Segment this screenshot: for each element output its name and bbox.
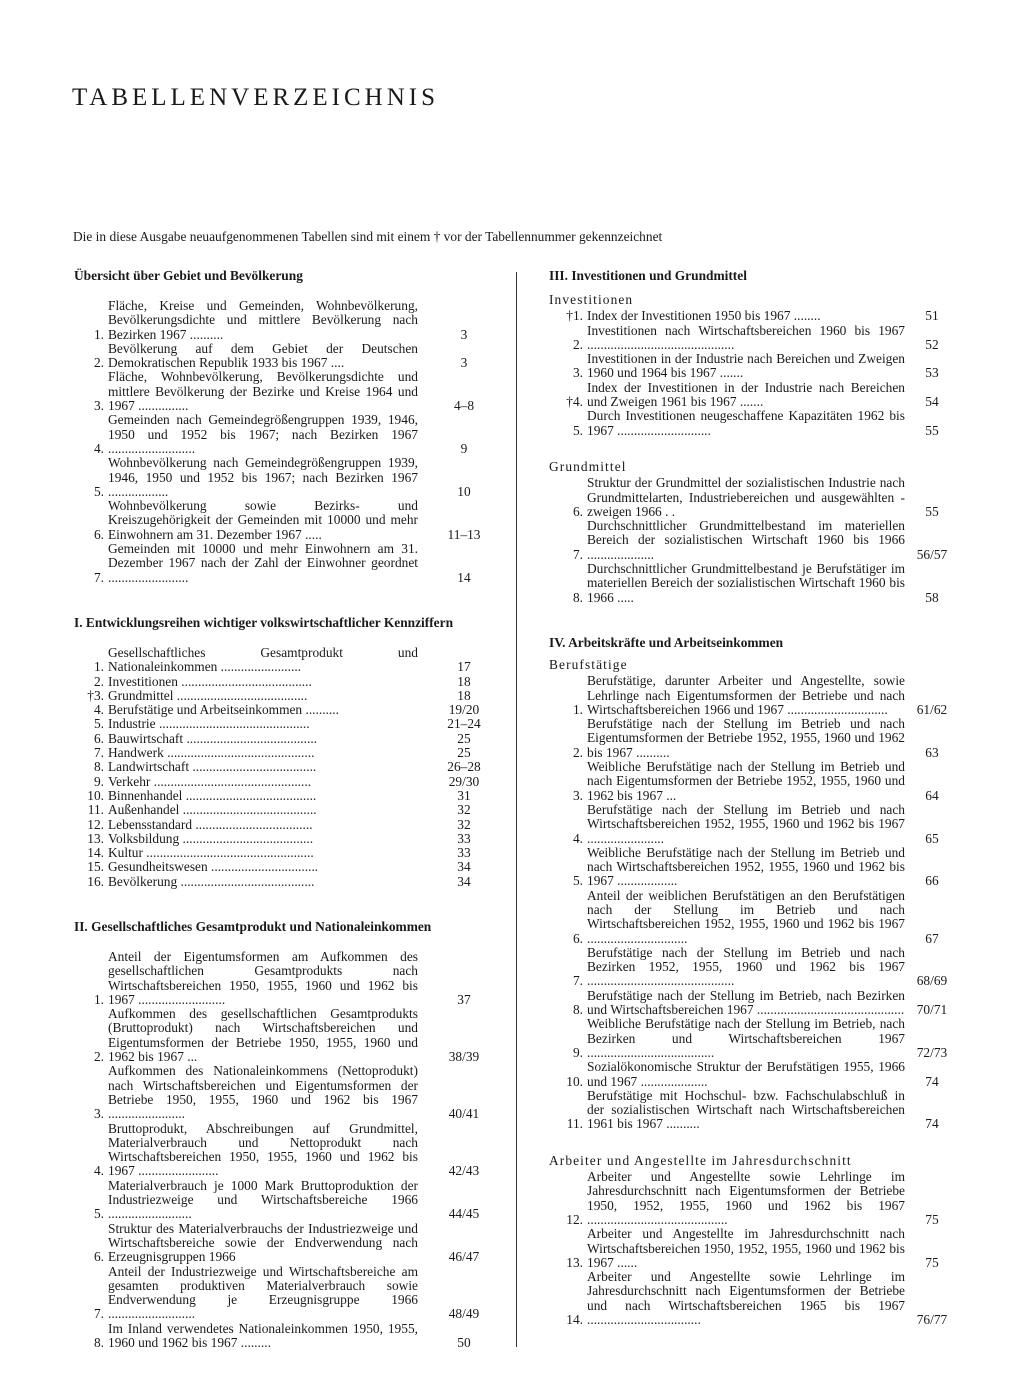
table-title: Verkehr ...............................................: [108, 773, 312, 789]
page-number: 4–8: [453, 398, 475, 414]
toc-entry: [74, 1265, 510, 1322]
page-number: 55: [925, 422, 939, 438]
table-title: Außenhandel ........................................: [108, 802, 317, 818]
page-number: 31: [457, 787, 471, 803]
toc-entry: [549, 562, 959, 605]
page-number: 54: [925, 394, 939, 410]
table-title: Anteil der Eigentumsformen am Aufkommen des gesellschaftlichen Gesamtprodukts nach Wirtschaftsbereichen 1950, 1955, 1960 und 1962 bis 1967 ..........................: [108, 948, 418, 1007]
toc-entry: [74, 860, 510, 874]
table-number: †4.: [566, 394, 583, 410]
page-number: 37: [457, 991, 471, 1007]
table-title: Grundmittel .......................................: [108, 687, 308, 703]
page-number: 51: [925, 308, 939, 324]
page-number: 42/43: [448, 1163, 480, 1179]
section-list: [549, 674, 959, 1132]
page-number: 53: [925, 365, 939, 381]
toc-entry: [549, 476, 959, 519]
toc-entry: [74, 1222, 510, 1265]
page-number: 66: [925, 873, 939, 889]
toc-entry: [74, 875, 510, 889]
table-number: 2.: [93, 673, 104, 689]
page-number: 48/49: [448, 1306, 480, 1322]
page-number: 32: [457, 816, 471, 832]
table-number: 4.: [572, 830, 583, 846]
table-title: Berufstätige und Arbeitseinkommen ..........: [108, 702, 339, 718]
toc-entry: [549, 309, 959, 323]
toc-entry: [74, 846, 510, 860]
table-number: 10.: [87, 787, 104, 803]
page-number: 72/73: [916, 1044, 948, 1060]
page-number: 25: [457, 745, 471, 761]
section-list: [549, 309, 959, 438]
toc-entry: [74, 717, 510, 731]
section-list: [74, 646, 510, 889]
table-number: 6.: [93, 730, 104, 746]
toc-entry: [549, 674, 959, 717]
table-title: Weibliche Berufstätige nach der Stellung im Betrieb und nach Eigentumsformen der Betriebe 1952, 1955, 1960 und 1962 bis 1967 ...: [587, 759, 905, 803]
toc-entry: [74, 1322, 510, 1351]
table-title: Durchschnittlicher Grundmittelbestand je Berufstätiger im materiellen Bereich der sozialistischen Wirtschaft 1960 bis 1966 .....: [587, 561, 905, 605]
toc-entry: [74, 760, 510, 774]
table-title: Im Inland verwendetes Nationaleinkommen 1950, 1955, 1960 und 1962 bis 1967 .........: [108, 1320, 418, 1350]
table-title: Struktur der Grundmittel der sozialistischen Industrie nach Grundmittelarten, Industriebereichen und ausgewählten -zweigen 1966 . .: [587, 475, 905, 519]
toc-entry: [549, 324, 959, 353]
table-title: Volksbildung .......................................: [108, 830, 314, 846]
section-list: [549, 1170, 959, 1327]
toc-entry: [549, 1227, 959, 1270]
table-title: Durchschnittlicher Grundmittelbestand im materiellen Bereich der sozialistischen Wirtschaft 1960 bis 1966 ....................: [587, 518, 905, 562]
page-number: 19/20: [448, 702, 480, 718]
dagger-note: Die in diese Ausgabe neuaufgenommenen Tabellen sind mit einem † vor der Tabellennummer gekennzeichnet: [73, 229, 663, 244]
page-number: 33: [457, 830, 471, 846]
page-number: 52: [925, 336, 939, 352]
toc-entry: [74, 950, 510, 1007]
table-title: Berufstätige nach der Stellung im Betrieb und nach Bezirken 1952, 1955, 1960 und 1962 bis 1967 ............................................: [587, 944, 905, 989]
table-number: 5.: [93, 716, 104, 732]
page-number: 65: [925, 830, 939, 846]
toc-entry: [74, 803, 510, 817]
page-number: 58: [925, 589, 939, 605]
page-number: 34: [457, 859, 471, 875]
page-number: 14: [457, 569, 471, 585]
toc-entry: [549, 352, 959, 381]
table-number: 6.: [572, 930, 583, 946]
page-number: 18: [457, 673, 471, 689]
page-number: 63: [925, 744, 939, 760]
toc-entry: [549, 760, 959, 803]
page-number: 9: [460, 440, 468, 456]
table-number: 13.: [87, 830, 104, 846]
table-title: Handwerk ............................................: [108, 745, 315, 761]
page-number: 76/77: [916, 1312, 948, 1327]
table-number: 7.: [93, 745, 104, 761]
table-title: Struktur des Materialverbrauchs der Industriezweige und Wirtschaftsbereiche sowie der Endverwendung nach Erzeugnisgruppen 1966: [108, 1220, 418, 1265]
table-title: Arbeiter und Angestellte im Jahresdurchschnitt nach Wirtschaftsbereichen 1950, 1952, 1955, 1960 und 1962 bis 1967 ......: [587, 1226, 905, 1270]
toc-entry: [74, 542, 510, 585]
table-number: 13.: [566, 1254, 583, 1270]
table-number: 5.: [93, 483, 104, 499]
table-number: 1.: [93, 659, 104, 675]
page-number: 18: [457, 687, 471, 703]
section-heading: I. Entwicklungsreihen wichtiger volkswirtschaftlicher Kennziffern: [74, 614, 454, 630]
page-number: 68/69: [916, 973, 948, 989]
table-title: Gesundheitswesen ................................: [108, 859, 319, 875]
page-number: 11–13: [447, 526, 481, 542]
page-number: 46/47: [448, 1249, 480, 1265]
table-title: Berufstätige mit Hochschul- bzw. Fachschulabschluß in der sozialistischen Wirtschaft nach Wirtschaftsbereichen 1961 bis 1967 ..........: [587, 1087, 905, 1132]
table-number: †3.: [87, 687, 104, 703]
table-title: Gemeinden mit 10000 und mehr Einwohnern am 31. Dezember 1967 nach der Zahl der Einwohner geordnet ........................: [108, 541, 418, 585]
toc-entry: [74, 299, 510, 342]
section-heading: Übersicht über Gebiet und Bevölkerung: [74, 268, 303, 283]
table-number: 1.: [93, 991, 104, 1007]
toc-entry: [74, 789, 510, 803]
table-number: 8.: [572, 589, 583, 605]
table-number: 15.: [87, 859, 104, 875]
table-number: 3.: [572, 787, 583, 803]
page-number: 67: [925, 930, 939, 946]
section-heading: IV. Arbeitskräfte und Arbeitseinkommen: [549, 634, 784, 650]
table-title: Aufkommen des Nationaleinkommens (Nettoprodukt) nach Wirtschaftsbereichen und Eigentumsformen der Betriebe 1950, 1955, 1960 und 1962 bis 1967 .......................: [108, 1063, 418, 1122]
table-number: 5.: [572, 422, 583, 438]
left-column: [74, 268, 510, 1350]
page-number: 74: [925, 1073, 939, 1089]
table-title: Bevölkerung auf dem Gebiet der Deutschen Demokratischen Republik 1933 bis 1967 ....: [108, 340, 418, 371]
table-number: 5.: [93, 1206, 104, 1222]
page-number: 33: [457, 845, 471, 861]
subsection-heading: Berufstätige: [549, 656, 628, 672]
toc-entry: [549, 381, 959, 410]
table-title: Landwirtschaft .....................................: [108, 759, 317, 775]
page-number: 34: [457, 873, 471, 889]
table-title: Index der Investitionen 1950 bis 1967 ........: [587, 308, 821, 324]
toc-entry: [549, 946, 959, 989]
toc-entry: [74, 732, 510, 746]
page-number: 70/71: [916, 1002, 948, 1018]
table-number: 2.: [93, 1049, 104, 1065]
page-number: 32: [457, 802, 471, 818]
page-number: 17: [457, 659, 471, 675]
toc-entry: [549, 1017, 959, 1060]
toc-entry: [74, 818, 510, 832]
table-number: 10.: [566, 1073, 583, 1089]
toc-entry: [74, 342, 510, 371]
table-number: 14.: [566, 1312, 583, 1327]
toc-entry: [549, 717, 959, 760]
table-title: Wohnbevölkerung nach Gemeindegrößengruppen 1939, 1946, 1950 und 1952 bis 1967; nach Bezirken 1967 ..................: [108, 455, 418, 499]
table-number: †1.: [566, 308, 583, 324]
table-number: 16.: [87, 873, 104, 889]
table-title: Berufstätige, darunter Arbeiter und Angestellte, sowie Lehrlinge nach Eigentumsformen der Betriebe und nach Wirtschaftsbereichen 1966 und 1967 ..............................: [587, 673, 905, 717]
section-list: [74, 299, 510, 585]
page-number: 25: [457, 730, 471, 746]
table-number: 2.: [93, 355, 104, 371]
table-title: Fläche, Wohnbevölkerung, Bevölkerungsdichte und mittlere Bevölkerung der Bezirke und Kreise 1964 und 1967 ...............: [108, 369, 418, 414]
table-number: 6.: [93, 526, 104, 542]
table-title: Industrie .............................................: [108, 716, 310, 732]
table-title: Arbeiter und Angestellte sowie Lehrlinge im Jahresdurchschnitt nach Eigentumsformen der Betriebe und nach Wirtschaftsbereichen 1965 bis 1967 ..................................: [587, 1269, 905, 1327]
table-number: 4.: [93, 1163, 104, 1179]
table-number: 11.: [566, 1116, 583, 1132]
toc-entry: [74, 1007, 510, 1064]
table-title: Aufkommen des gesellschaftlichen Gesamtprodukts (Bruttoprodukt) nach Wirtschaftsbereichen und Eigentumsformen der Betriebe 1950, 1955, 1960 und 1962 bis 1967 ...: [108, 1006, 418, 1065]
table-number: 6.: [572, 503, 583, 519]
table-title: Lebensstandard ...................................: [108, 816, 313, 832]
toc-entry: [549, 889, 959, 946]
table-title: Investitionen in der Industrie nach Bereichen und Zweigen 1960 und 1964 bis 1967 .......: [587, 351, 905, 381]
table-title: Gesellschaftliches Gesamtprodukt und Nationaleinkommen ........................: [108, 644, 418, 675]
toc-entry: [549, 803, 959, 846]
toc-entry: [74, 689, 510, 703]
toc-entry: [549, 1060, 959, 1089]
page-number: 74: [925, 1116, 939, 1132]
toc-entry: [549, 1089, 959, 1132]
table-number: 2.: [572, 744, 583, 760]
table-number: 8.: [93, 1335, 104, 1350]
toc-entry: [74, 413, 510, 456]
toc-entry: [74, 1179, 510, 1222]
toc-entry: [549, 989, 959, 1018]
toc-entry: [74, 456, 510, 499]
table-title: Weibliche Berufstätige nach der Stellung im Betrieb, nach Bezirken und Wirtschaftsbereichen 1967 ......................................: [587, 1016, 905, 1060]
table-number: 9.: [572, 1044, 583, 1060]
subsection-heading: Arbeiter und Angestellte im Jahresdurchschnitt: [549, 1152, 852, 1168]
table-title: Kultur ..................................................: [108, 845, 314, 861]
table-number: 12.: [87, 816, 104, 832]
table-title: Arbeiter und Angestellte sowie Lehrlinge im Jahresdurchschnitt nach Eigentumsformen der Betriebe 1950, 1952, 1955, 1960 und 1962 bis 1967 ..........................................: [587, 1169, 905, 1227]
page-number: 29/30: [448, 773, 480, 789]
column-divider: [516, 272, 517, 1347]
table-number: 7.: [93, 569, 104, 585]
table-number: 9.: [93, 773, 104, 789]
page-number: 26–28: [447, 759, 481, 775]
table-number: 8.: [93, 759, 104, 775]
table-number: 1.: [93, 326, 104, 342]
toc-entry: [74, 675, 510, 689]
toc-entry: [74, 1064, 510, 1121]
right-column: [549, 268, 959, 1327]
table-title: Anteil der Industriezweige und Wirtschaftsbereiche am gesamten produktiven Materialverbrauch sowie Endverwendung je Erzeugnisgruppe 1966 ..........................: [108, 1263, 418, 1322]
table-number: 8.: [572, 1002, 583, 1018]
table-number: 2.: [572, 336, 583, 352]
page-number: 75: [925, 1211, 939, 1227]
table-title: Wohnbevölkerung sowie Bezirks- und Kreiszugehörigkeit der Gemeinden mit 10000 und mehr Einwohnern am 31. Dezember 1967 .....: [108, 498, 418, 542]
table-title: Anteil der weiblichen Berufstätigen an den Berufstätigen nach der Stellung im Betrieb und nach Wirtschaftsbereichen 1952, 1955, 1960 und 1962 bis 1967 ..............................: [587, 887, 905, 946]
section-heading: II. Gesellschaftliches Gesamtprodukt und Nationaleinkommen: [74, 918, 432, 934]
subsection-heading: Grundmittel: [549, 458, 627, 474]
table-number: 6.: [93, 1249, 104, 1265]
table-title: Gemeinden nach Gemeindegrößengruppen 1939, 1946, 1950 und 1952 bis 1967; nach Bezirken 1967 ..........................: [108, 412, 418, 456]
toc-entry: [74, 703, 510, 717]
page-number: 3: [460, 355, 468, 371]
table-number: 7.: [572, 546, 583, 562]
page-number: 10: [457, 483, 471, 499]
page-number: 55: [925, 503, 939, 519]
toc-entry: [74, 832, 510, 846]
table-number: 12.: [566, 1211, 583, 1227]
table-title: Fläche, Kreise und Gemeinden, Wohnbevölkerung, Bevölkerungsdichte und mittlere Bevölkerung nach Bezirken 1967 ..........: [108, 298, 418, 342]
subsection-heading: Investitionen: [549, 292, 634, 307]
page-number: 56/57: [916, 546, 948, 562]
table-title: Bevölkerung ........................................: [108, 873, 315, 889]
table-title: Berufstätige nach der Stellung im Betrieb, nach Bezirken und Wirtschaftsbereichen 1967 ............................................: [587, 987, 905, 1018]
table-number: 5.: [572, 873, 583, 889]
section-list: [74, 950, 510, 1350]
table-number: 3.: [93, 1106, 104, 1122]
table-title: Bauwirtschaft .......................................: [108, 730, 318, 746]
table-title: Bruttoprodukt, Abschreibungen auf Grundmittel, Materialverbrauch und Nettoprodukt nach Wirtschaftsbereichen 1950, 1955, 1960 und 1962 bis 1967 ........................: [108, 1120, 418, 1179]
table-number: 1.: [572, 701, 583, 717]
toc-entry: [549, 1270, 959, 1327]
page-number: 3: [460, 326, 468, 342]
page-number: 61/62: [916, 701, 948, 717]
toc-entry: [74, 646, 510, 675]
table-title: Investitionen nach Wirtschaftsbereichen 1960 bis 1967 ............................................: [587, 322, 905, 352]
table-title: Index der Investitionen in der Industrie nach Bereichen und Zweigen 1961 bis 1967 .......: [587, 379, 905, 410]
table-number: 4.: [93, 702, 104, 718]
section-list: [549, 476, 959, 605]
table-title: Investitionen .......................................: [108, 673, 312, 689]
table-number: 14.: [87, 845, 104, 861]
table-number: 7.: [572, 973, 583, 989]
toc-entry: [74, 746, 510, 760]
table-number: 11.: [87, 802, 104, 818]
table-title: Weibliche Berufstätige nach der Stellung im Betrieb und nach Wirtschaftsbereichen 1952, 1955, 1960 und 1962 bis 1967 ..................: [587, 844, 905, 889]
page-number: 44/45: [448, 1206, 480, 1222]
section-heading: III. Investitionen und Grundmittel: [549, 268, 747, 283]
table-number: 4.: [93, 440, 104, 456]
page-number: 40/41: [448, 1106, 480, 1122]
toc-entry: [549, 409, 959, 438]
table-number: 7.: [93, 1306, 104, 1322]
table-title: Durch Investitionen neugeschaffene Kapazitäten 1962 bis 1967 ............................: [587, 408, 905, 438]
toc-entry: [549, 1170, 959, 1227]
table-number: 3.: [572, 365, 583, 381]
page-number: 50: [457, 1335, 471, 1350]
page-title: TABELLENVERZEICHNIS: [72, 84, 440, 111]
toc-entry: [549, 846, 959, 889]
table-title: Sozialökonomische Struktur der Berufstätigen 1955, 1966 und 1967 ....................: [587, 1059, 905, 1089]
table-title: Berufstätige nach der Stellung im Betrieb und nach Wirtschaftsbereichen 1952, 1955, 1960 und 1962 bis 1967 .......................: [587, 801, 905, 846]
toc-entry: [74, 499, 510, 542]
table-title: Binnenhandel .......................................: [108, 787, 317, 803]
page-number: 64: [925, 787, 939, 803]
toc-entry: [549, 519, 959, 562]
page-number: 21–24: [447, 716, 481, 732]
toc-entry: [74, 370, 510, 413]
toc-entry: [74, 775, 510, 789]
page-number: 38/39: [448, 1049, 480, 1065]
toc-entry: [74, 1122, 510, 1179]
table-title: Materialverbrauch je 1000 Mark Bruttoproduktion der Industriezweige und Wirtschaftsbereiche 1966 .........................: [108, 1177, 418, 1222]
table-number: 3.: [93, 398, 104, 414]
page-number: 75: [925, 1254, 939, 1270]
table-title: Berufstätige nach der Stellung im Betrieb und nach Eigentumsformen der Betriebe 1952, 1955, 1960 und 1962 bis 1967 ..........: [587, 716, 905, 760]
